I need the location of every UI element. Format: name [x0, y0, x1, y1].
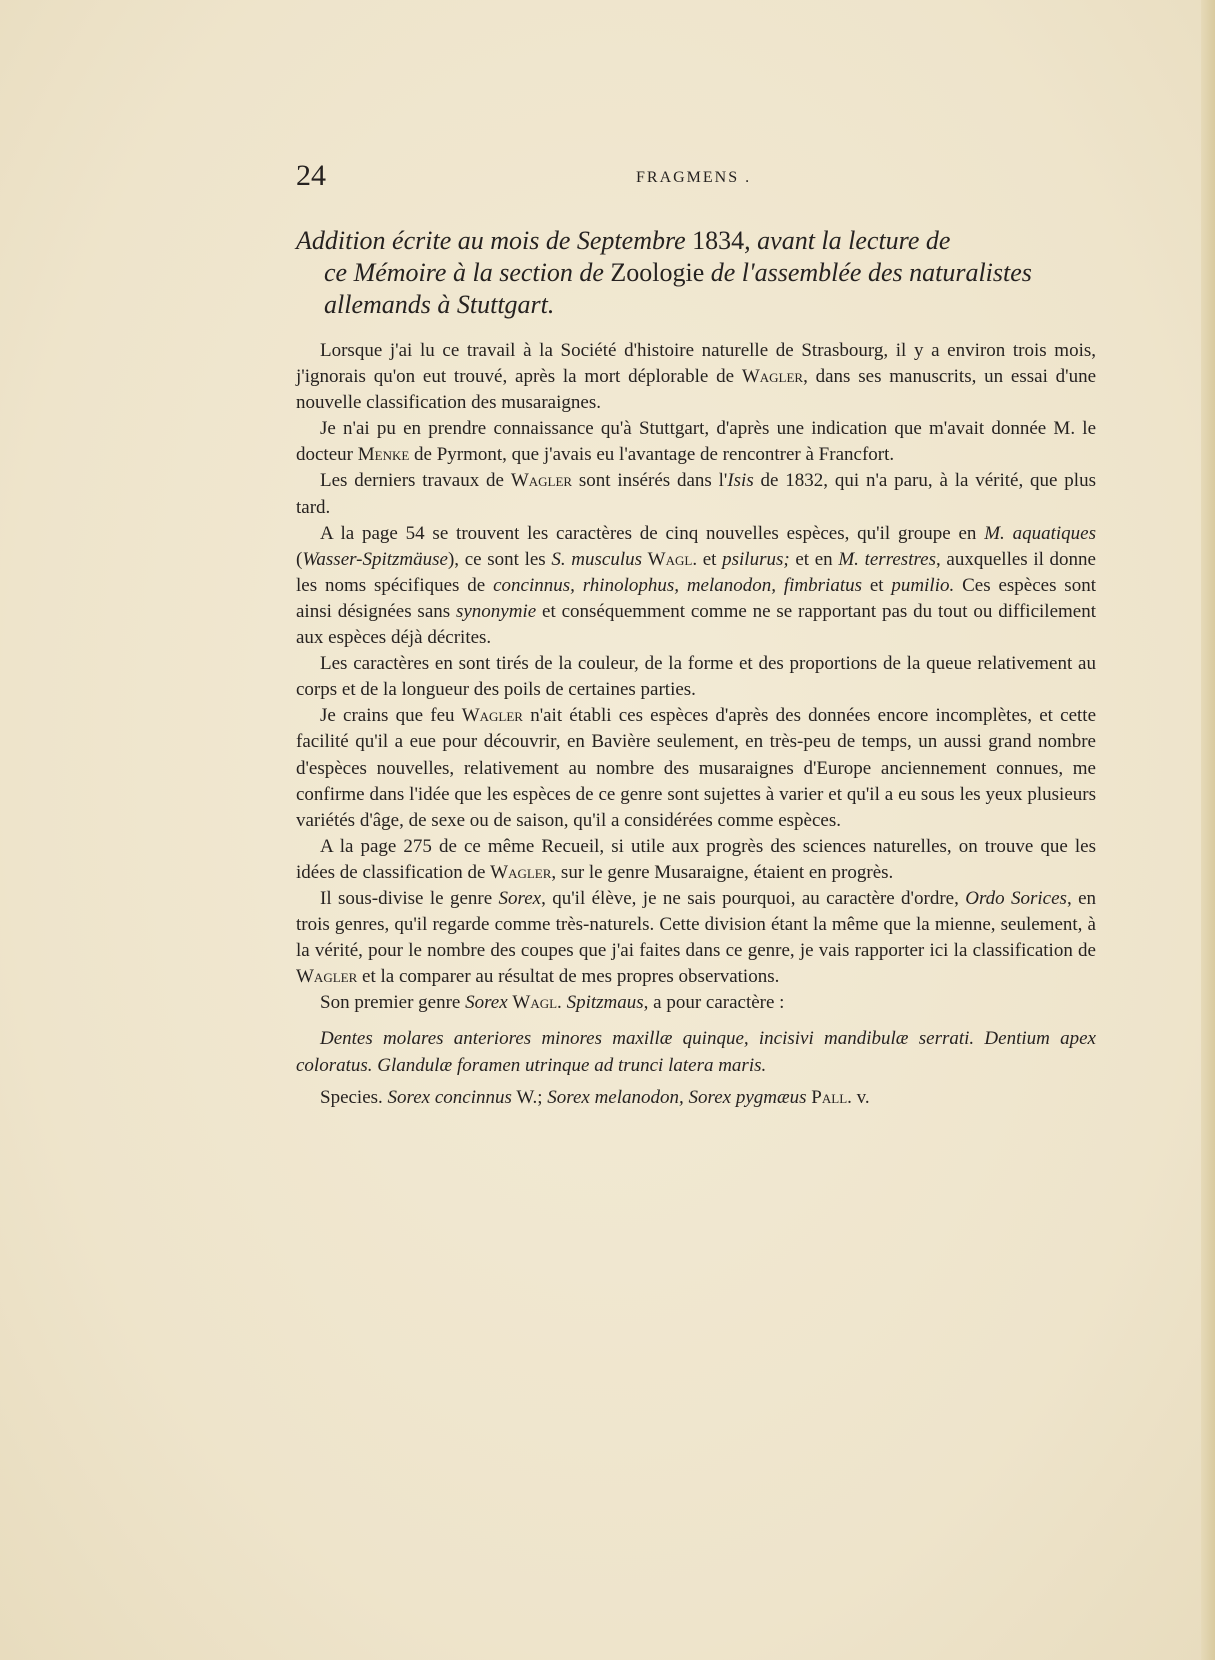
author-name: Wagl. [647, 548, 698, 570]
author-name: Wagler [461, 705, 523, 727]
paragraph: Je crains que feu Wagler n'ait établi ces espèces d'après des données encore incomplètes, et cette facilité qu'il a eue pour découvrir, en Bavière seulement, en très-peu de temps, un aussi grand nombre d'espèces nouvelles, relativement au nombre des musaraignes d'Europe anciennement connues, me confirme dans l'idée que les espèces de ce genre sont sujettes à varier et qu'il a eu sous les yeux plusieurs variétés d'âge, de sexe ou de saison, qu'il a considérées comme espèces. [296, 705, 1097, 831]
title-text: allemands à Stuttgart. [324, 290, 555, 319]
journal-name: Isis [727, 470, 754, 492]
author-name: Wagler [490, 861, 552, 883]
title-text: ce Mémoire à la section de [324, 258, 611, 287]
section-title [296, 225, 1096, 321]
latin-diagnosis: Dentes molares anteriores minores maxillæ quinque, incisivi mandibulæ serrati. Dentium apex coloratus. Glandulæ foramen utrinque ad trunci latera maris. [296, 1028, 1096, 1076]
page-header [296, 158, 936, 198]
running-head: FRAGMENS . [636, 169, 752, 186]
paragraph: Lorsque j'ai lu ce travail à la Société d'histoire naturelle de Strasbourg, il y a environ trois mois, j'ignorais qu'on eut trouvé, après la mort déplorable de Wagler, dans ses manuscrits, un essai d'une nouvelle classification des musaraignes. [296, 340, 1097, 414]
body-text [296, 338, 1096, 1111]
author-name: Pall. [811, 1086, 852, 1108]
author-name: Menke [357, 444, 410, 466]
author-name: Wagl. [512, 992, 562, 1014]
page-number: 24 [296, 159, 326, 192]
author-name: Wagler [296, 966, 358, 988]
title-text: Addition écrite au mois de Septembre [296, 226, 693, 255]
page-edge [1201, 0, 1215, 1660]
paragraph: Les derniers travaux de Wagler sont insérés dans l'Isis de 1832, qui n'a paru, à la vérité, que plus tard. [296, 470, 1096, 518]
author-name: Wagler [741, 366, 804, 388]
author-name: Wagler [510, 470, 573, 492]
title-zoologie: Zoologie [610, 258, 705, 287]
paragraph: Son premier genre Sorex Wagl. Spitzmaus, a pour caractère : [320, 992, 785, 1014]
species-list: Species. Sorex concinnus W.; Sorex melanodon, Sorex pygmæus Pall. v. [320, 1086, 870, 1108]
paragraph: A la page 54 se trouvent les caractères de cinq nouvelles espèces, qu'il groupe en M. aquatiques (Wasser-Spitzmäuse), ce sont les S. musculus Wagl. et psilurus; et en M. terrestres, auxquelles il donne les noms spécifiques de concinnus, rhinolophus, melanodon, fimbriatus et pumilio. Ces espèces sont ainsi désignées sans synonymie et conséquemment comme ne se rapportant pas du tout ou difficilement aux espèces déjà décrites. [296, 522, 1096, 649]
paragraph: A la page 275 de ce même Recueil, si utile aux progrès des sciences naturelles, on trouve que les idées de classification de Wagler, sur le genre Musaraigne, étaient en progrès. [296, 835, 1096, 883]
title-text: de l'assemblée des naturalistes [704, 258, 1032, 287]
paragraph: Les caractères en sont tirés de la couleur, de la forme et des proportions de la queue relativement au corps et de la longueur des poils de certaines parties. [296, 653, 1096, 701]
title-text: , avant la lecture de [744, 226, 951, 255]
paragraph: Je n'ai pu en prendre connaissance qu'à Stuttgart, d'après une indication que m'avait donnée M. le docteur Menke de Pyrmont, que j'avais eu l'avantage de rencontrer à Francfort. [296, 418, 1096, 466]
paragraph: Il sous-divise le genre Sorex, qu'il élève, je ne sais pourquoi, au caractère d'ordre, Ordo Sorices, en trois genres, qu'il regarde comme très-naturels. Cette division étant la même que la mienne, seulement, à la vérité, pour le nombre des coupes que j'ai faites dans ce genre, je vais rapporter ici la classification de Wagler et la comparer au résultat de mes propres observations. [296, 887, 1097, 988]
title-year: 1834 [692, 226, 745, 255]
